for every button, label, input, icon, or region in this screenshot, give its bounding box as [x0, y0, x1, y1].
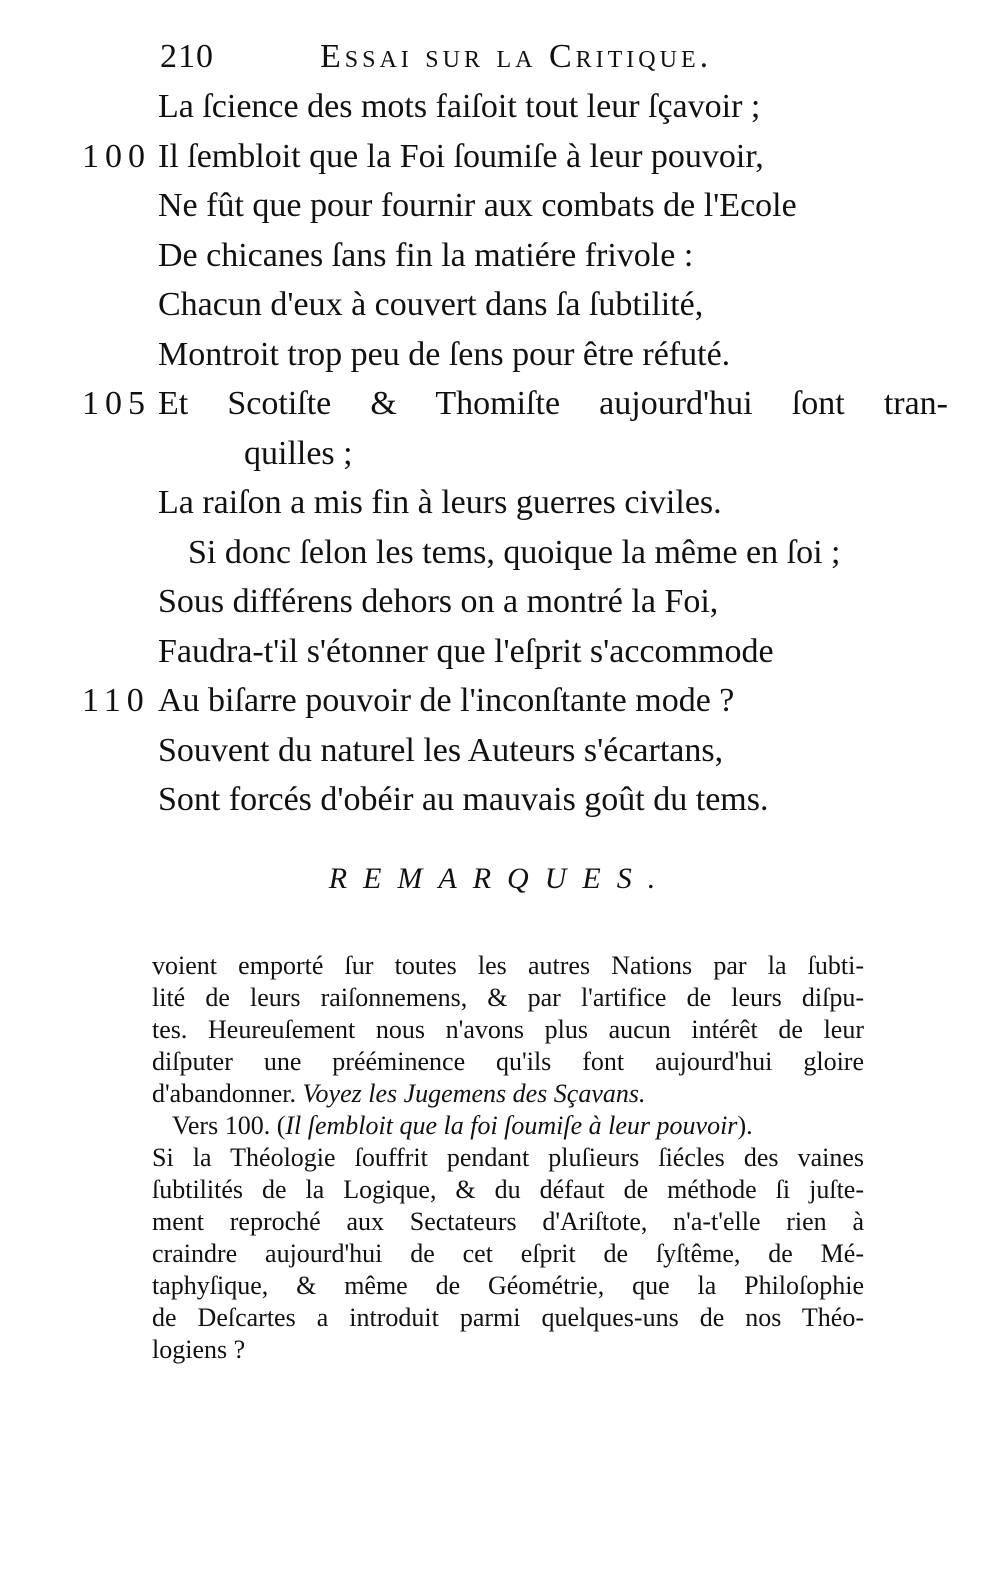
- verse-line: [0, 627, 1000, 677]
- note-line: diſputer une prééminence qu'ils font aujourd'hui gloire: [152, 1047, 864, 1076]
- note-line: Si la Théologie ſouffrit pendant pluſieurs ſiécles des vaines: [152, 1143, 864, 1172]
- note-text: Vers 100. (: [172, 1111, 286, 1140]
- note-line: lité de leurs raiſonnemens, & par l'artifice de leurs diſpu-: [152, 983, 864, 1012]
- note-line: logiens ?: [152, 1335, 246, 1364]
- verse-line: [0, 330, 1000, 380]
- page-number: 210: [160, 38, 214, 75]
- verse-line: [0, 231, 1000, 281]
- note-quotation: Il ſembloit que la foi ſoumiſe à leur pouvoir: [285, 1111, 738, 1140]
- note-line: tes. Heureuſement nous n'avons plus aucun intérêt de leur: [152, 1015, 864, 1044]
- verse-line-continuation: [0, 429, 1000, 479]
- note-line: [152, 1078, 864, 1110]
- notes-block: [152, 950, 864, 1366]
- verse-text: quilles ;: [244, 434, 353, 472]
- verse-text: Souvent du naturel les Auteurs s'écartans,: [158, 731, 724, 769]
- verse-line: [0, 577, 1000, 627]
- verse-text: Ne fût que pour fournir aux combats de l'Ecole: [158, 187, 797, 224]
- verse-block: [0, 82, 1000, 825]
- note-text: ).: [737, 1111, 753, 1140]
- note-text: d'abandonner.: [152, 1079, 297, 1108]
- verse-line: [0, 726, 1000, 776]
- note-line: craindre aujourd'hui de cet eſprit de ſyſtême, de Mé-: [152, 1239, 864, 1268]
- verse-line: [0, 676, 1000, 726]
- note-line: ment reproché aux Sectateurs d'Ariſtote, n'a-t'elle rien à: [152, 1207, 864, 1236]
- verse-number: 110: [82, 682, 150, 719]
- remarques-heading: REMARQUES.: [328, 862, 672, 895]
- verse-number: 100: [82, 137, 151, 175]
- note-reference: Voyez les Jugemens des Sçavans.: [302, 1079, 646, 1108]
- verse-line: [0, 775, 1000, 825]
- verse-text: De chicanes ſans fin la matiére frivole :: [158, 236, 694, 274]
- note-line: taphyſique, & même de Géométrie, que la Philoſophie: [152, 1271, 864, 1300]
- verse-text: Il ſembloit que la Foi ſoumiſe à leur pouvoir,: [158, 137, 764, 175]
- verse-text: La ſcience des mots faiſoit tout leur ſçavoir ;: [158, 88, 761, 125]
- note-line: [152, 1110, 864, 1142]
- note-line: voient emporté ſur toutes les autres Nations par la ſubti-: [152, 951, 864, 980]
- verse-text: Sous différens dehors on a montré la Foi,: [158, 583, 719, 620]
- verse-text: Et Scotiſte & Thomiſte aujourd'hui ſont tran-: [158, 385, 948, 422]
- verse-line: [0, 478, 1000, 528]
- note-line: de Deſcartes a introduit parmi quelques-uns de nos Théo-: [152, 1303, 864, 1332]
- verse-line: [0, 132, 1000, 182]
- verse-number: 105: [82, 385, 151, 422]
- verse-text: Si donc ſelon les tems, quoique la même en ſoi ;: [188, 533, 841, 571]
- verse-line: [0, 82, 1000, 132]
- verse-line: [0, 379, 1000, 429]
- running-title: Essai sur la Critique.: [320, 38, 713, 75]
- verse-text: Faudra-t'il s'étonner que l'eſprit s'accommode: [158, 632, 774, 670]
- note-line: ſubtilités de la Logique, & du défaut de méthode ſi juſte-: [152, 1175, 864, 1204]
- verse-text: La raiſon a mis fin à leurs guerres civiles.: [158, 484, 722, 521]
- verse-line: [0, 280, 1000, 330]
- running-head: [150, 38, 810, 82]
- verse-line: [0, 181, 1000, 231]
- verse-line: [0, 528, 1000, 578]
- verse-text: Montroit trop peu de ſens pour être réfuté.: [158, 335, 731, 373]
- verse-text: Au biſarre pouvoir de l'inconſtante mode ?: [158, 682, 735, 719]
- verse-text: Chacun d'eux à couvert dans ſa ſubtilité,: [158, 286, 704, 323]
- verse-text: Sont forcés d'obéir au mauvais goût du tems.: [158, 781, 769, 818]
